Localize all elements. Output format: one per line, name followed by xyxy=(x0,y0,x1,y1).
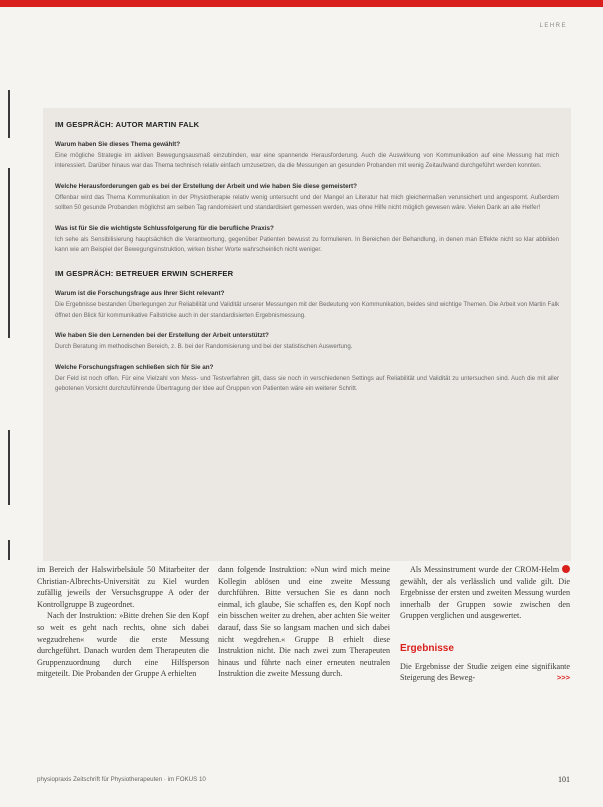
body-text: gewählt, der als verlässlich und valide gilt. Die Ergebnisse der ersten und zweiten Messung wurden innerhalb der Gruppen sowie zwischen den Gruppen verglichen und ausgewertet. xyxy=(400,576,570,621)
body-text: Die Ergebnisse der Studie zeigen eine signifikante Steigerung des Beweg- xyxy=(400,661,570,683)
question: Wie haben Sie den Lernenden bei der Erstellung der Arbeit unterstützt? xyxy=(55,332,269,340)
answer: Offenbar wird das Thema Kommunikation in der Physiotherapie relativ wenig untersucht und der Mangel an Literatur hat mich gleichermaßen verunsichert und angespornt. Außerdem sollten 50 gesunde Probanden möglichst am selben Tag randomisiert und standardisiert gemessen werden, was ohne Hilfe nicht möglich gewesen wäre. Vielen Dank an alle Helfer! xyxy=(55,193,559,212)
body-paragraph: dann folgende Instruktion: »Nun wird mich meine Kollegin ablösen und eine zweite Messung durchführen. Bitte versuchen Sie es dann noch einmal, ich glaube, Sie schaffen es, den Kopf noch ein bisschen weiter zu drehen, aber achten Sie weiter darauf, dass Sie so langsam machen und sich dabei nicht wegdrehen.« Gruppe B erhielt diese Instruktion nicht. Die nach zwei zum Therapeuten hinaus und führte nach einer erneuten neutralen Instruktion die zweite Messung durch. xyxy=(218,565,390,679)
interview-box xyxy=(43,108,571,561)
qa-item xyxy=(55,140,559,172)
journal-name: physiopraxis Zeitschrift für Physiotherapeuten · im FOKUS 10 xyxy=(37,776,206,783)
question: Warum ist die Forschungsfrage aus Ihrer Sicht relevant? xyxy=(55,290,225,298)
body-column-3 xyxy=(400,564,570,684)
top-accent-bar xyxy=(0,0,603,7)
question: Welche Forschungsfragen schließen sich für Sie an? xyxy=(55,363,214,371)
answer: Ich sehe als Sensibilisierung hauptsächlich die Verantwortung, gegenüber Patienten bewusst zu formulieren. In Bereichen der Behandlung, in denen man Effekte nicht so klar abbilden kann wie am Beispiel der Bewegungsinstruktion, wirken bisher Worte wahrscheinlich nicht weniger. xyxy=(55,235,559,254)
continue-marker[interactable]: >>> xyxy=(556,673,570,683)
body-paragraph xyxy=(400,661,570,684)
question: Warum haben Sie dieses Thema gewählt? xyxy=(55,141,181,148)
question: Welche Herausforderungen gab es bei der Erstellung der Arbeit und wie haben Sie diese gemeistert? xyxy=(55,182,357,190)
margin-rule xyxy=(8,168,10,338)
body-paragraph xyxy=(400,564,570,622)
body-paragraph: Nach der Instruktion: »Bitte drehen Sie den Kopf so weit es geht nach rechts, ohne sich dabei wegzudrehen« wurde die erste Messung durchgeführt. Danach wurden dem Therapeuten die Gruppenzuordnung durch eine Hilfsperson mitgeteilt. Die Probanden der Gruppe A erhielten xyxy=(37,611,209,679)
page-number: 101 xyxy=(558,775,570,784)
section-label: LEHRE xyxy=(539,23,567,29)
qa-item xyxy=(55,331,559,352)
qa-item xyxy=(55,224,559,256)
qa-item xyxy=(55,182,559,214)
body-column-1 xyxy=(37,564,209,680)
reference-badge-icon[interactable] xyxy=(562,565,570,573)
results-heading: Ergebnisse xyxy=(400,642,454,654)
margin-rule xyxy=(8,90,10,138)
body-paragraph: im Bereich der Halswirbelsäule 50 Mitarbeiter der Christian-Albrechts-Universität zu Kiel wurden zufällig jeweils der Versuchsgruppe A oder der Kontrollgruppe B zugeordnet. xyxy=(37,565,209,609)
answer: Die Ergebnisse bestanden Überlegungen zur Reliabilität und Validität unserer Messungen mit der Bedeutung von Kommunikation, beides sind wichtige Themen. Die Arbeit von Martin Falk öffnet den Blick für kommunikative Fallstricke auch in der standardisierten Ergebnismessung. xyxy=(55,301,559,319)
answer: Der Feld ist noch offen. Für eine Vielzahl von Mess- und Testverfahren gilt, dass sie noch in verschiedenen Settings auf Reliabilität und Validität zu untersuchen sind. Auch die mit aller gebotenen Vorsicht durchzuführende Übertragung der Idee auf Gruppen von Patienten wäre ein weiterer Schritt. xyxy=(55,374,559,393)
margin-rule xyxy=(8,430,10,505)
answer: Durch Beratung im methodischen Bereich, z. B. bei der Randomisierung und bei der statistischen Auswertung. xyxy=(55,343,353,351)
margin-rule xyxy=(8,540,10,560)
answer: Eine mögliche Strategie im aktiven Bewegungsausmaß einzubinden, war eine spannende Herausforderung. Auch die Auswirkung von Kommunikation auf eine Messung hat mich interessiert. Darüber hinaus war das Thema technisch relativ einfach umzusetzen, da die Messungen an gesunden Probanden mit wenig Zeitaufwand durchgeführt werden konnten. xyxy=(55,152,559,170)
qa-item xyxy=(55,289,559,321)
body-text: Als Messinstrument wurde der CROM-Helm xyxy=(410,565,560,574)
interview-supervisor-heading: IM GESPRÄCH: BETREUER ERWIN SCHERFER xyxy=(55,269,234,279)
question: Was ist für Sie die wichtigste Schlussfolgerung für die berufliche Praxis? xyxy=(55,224,274,232)
body-column-2 xyxy=(218,564,390,680)
interview-author-heading: IM GESPRÄCH: AUTOR MARTIN FALK xyxy=(55,120,200,129)
qa-item xyxy=(55,363,559,395)
